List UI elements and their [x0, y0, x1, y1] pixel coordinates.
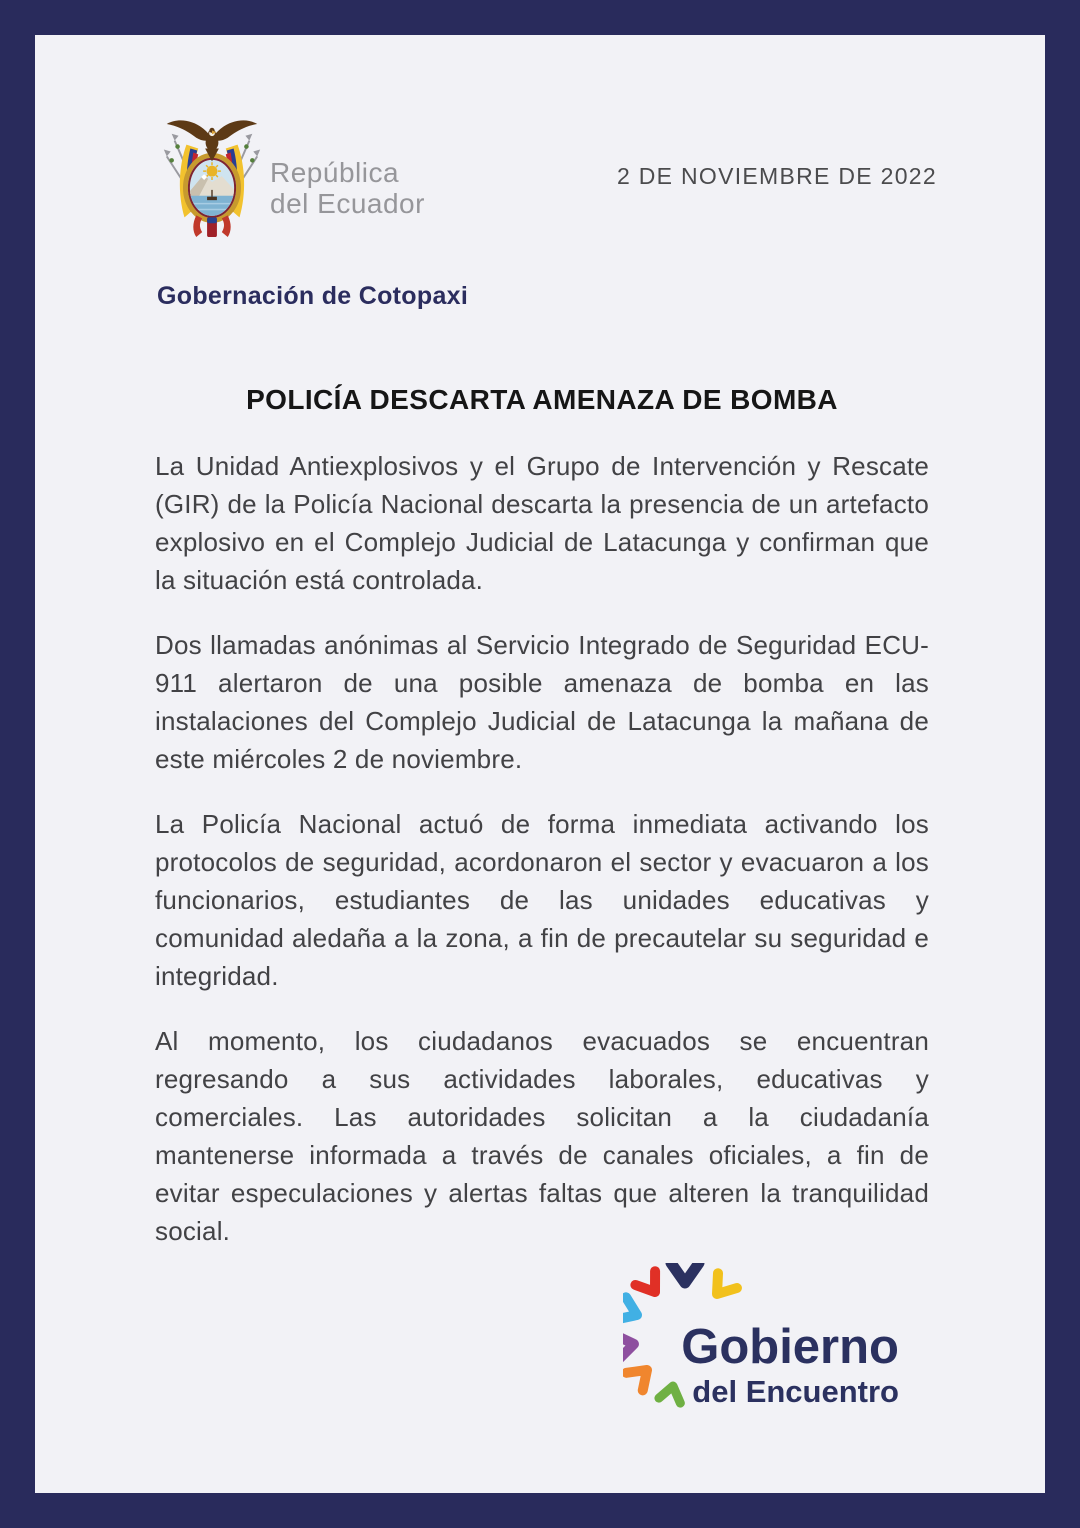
- del-encuentro-wordmark: del Encuentro: [692, 1374, 899, 1409]
- paragraph-2: Dos llamadas anónimas al Servicio Integrado de Seguridad ECU-911 alertaron de una posible amenaza de bomba en las instalaciones del Complejo Judicial de Latacunga la mañana de este miércoles 2 de noviembre.: [155, 630, 929, 774]
- document-page: [35, 35, 1045, 1493]
- document-date: 2 DE NOVIEMBRE DE 2022: [616, 163, 937, 189]
- chevron-red-icon: [635, 1271, 664, 1299]
- press-release-body: [155, 447, 929, 1277]
- paragraph-1: La Unidad Antiexplosivos y el Grupo de Intervención y Rescate (GIR) de la Policía Nacional descarta la presencia de un artefacto explosivo en el Complejo Judicial de Latacunga y confirman que la situación está controlada.: [155, 451, 929, 595]
- gobierno-del-encuentro-logo: [623, 1263, 913, 1423]
- republic-of-ecuador-label: [270, 157, 425, 219]
- republic-line2: del Ecuador: [270, 188, 425, 219]
- chevron-green-icon: [659, 1384, 684, 1404]
- ecuador-coat-of-arms-icon: [153, 115, 271, 245]
- gobierno-wordmark: Gobierno: [681, 1320, 899, 1374]
- fasces: [193, 215, 230, 237]
- chevron-lightblue-icon: [623, 1297, 642, 1326]
- issuing-entity: Gobernación de Cotopaxi: [157, 282, 469, 310]
- paragraph-4: Al momento, los ciudadanos evacuados se encuentran regresando a sus actividades laborales, educativas y comerciales. Las autoridades solicitan a la ciudadanía mantenerse informada a través de canales oficiales, a fin de evitar especulaciones y alertas faltas que alteren la tranquilidad social.: [155, 1026, 929, 1246]
- chevron-yellow-icon: [708, 1273, 737, 1301]
- chevron-navy-icon: [671, 1263, 699, 1283]
- chevron-purple-icon: [623, 1332, 636, 1359]
- republic-line1: República: [270, 157, 400, 188]
- paragraph-3: La Policía Nacional actuó de forma inmediata activando los protocolos de seguridad, acordonaron el sector y evacuaron a los funcionarios, estudiantes de las unidades educativas y comunidad aledaña a la zona, a fin de precautelar su seguridad e integridad.: [155, 809, 929, 991]
- chevron-orange-icon: [626, 1361, 655, 1390]
- press-release-title: POLICÍA DESCARTA AMENAZA DE BOMBA: [246, 384, 838, 415]
